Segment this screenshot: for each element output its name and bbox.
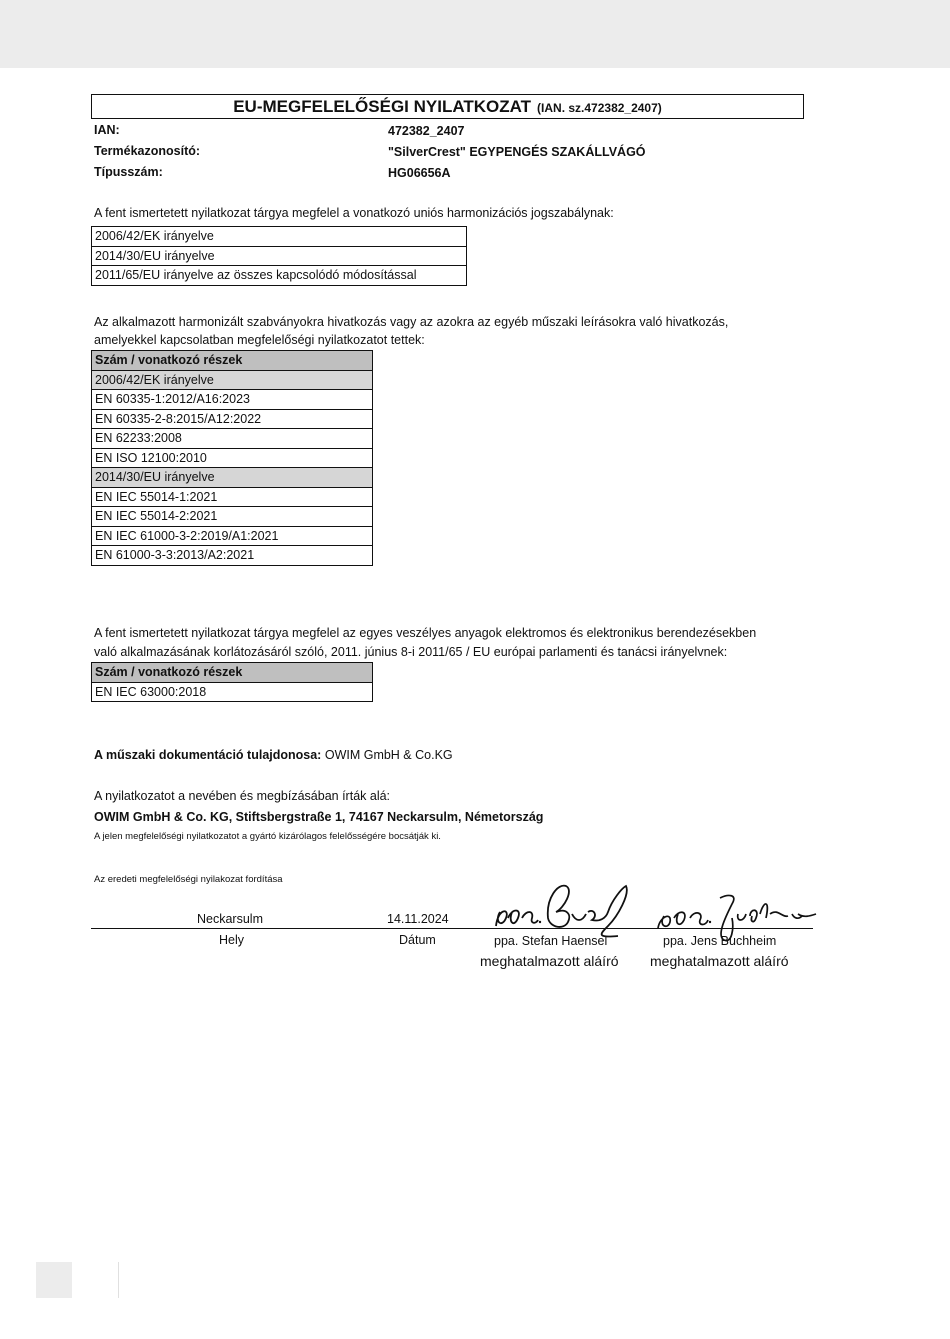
signed-intro: A nyilatkozatot a nevében és megbízásában írták alá:: [94, 789, 391, 803]
signer2-role: meghatalmazott aláíró: [650, 953, 789, 969]
date-value: 14.11.2024: [387, 912, 449, 926]
table-row: [92, 487, 373, 507]
section3-intro-line1: A fent ismertetett nyilatkozat tárgya megfelel az egyes veszélyes anyagok elektromos és elektronikus berendezésekben: [94, 626, 757, 640]
table-row: [92, 429, 373, 449]
declaration-ian-ref: (IAN. sz.472382_2407): [537, 101, 662, 115]
footer-divider: [118, 1262, 119, 1298]
table-row: [92, 468, 373, 488]
translation-note: Az eredeti megfelelőségi nyilakozat fordítása: [94, 874, 283, 885]
signer1-name: ppa. Stefan Haensel: [494, 934, 608, 948]
directive-cell: 2006/42/EK irányelve: [92, 227, 467, 247]
signer1-role: meghatalmazott aláíró: [480, 953, 619, 969]
ian-label: IAN:: [94, 123, 120, 137]
table-row: [92, 246, 467, 266]
date-label: Dátum: [399, 933, 436, 947]
table-row: [92, 370, 373, 390]
type-number-label: Típusszám:: [94, 165, 163, 179]
product-id-value: "SilverCrest" EGYPENGÉS SZAKÁLLVÁGÓ: [388, 145, 646, 159]
directive-cell: 2014/30/EU irányelve: [92, 246, 467, 266]
declaration-title-box: [91, 94, 804, 119]
table-row: [92, 526, 373, 546]
standard-group-cell: 2014/30/EU irányelve: [92, 468, 373, 488]
signer2-name: ppa. Jens Buchheim: [663, 934, 777, 948]
declaration-title: EU-MEGFELELŐSÉGI NYILATKOZAT: [233, 97, 532, 116]
signature-line: [91, 928, 813, 929]
company-address: OWIM GmbH & Co. KG, Stiftsbergstraße 1, 74167 Neckarsulm, Németország: [94, 810, 544, 824]
standard-group-cell: 2006/42/EK irányelve: [92, 370, 373, 390]
top-band: [0, 0, 950, 68]
standard-cell: EN IEC 63000:2018: [92, 682, 373, 702]
standard-cell: EN IEC 55014-2:2021: [92, 507, 373, 527]
responsibility-note: A jelen megfelelőségi nyilatkozatot a gyártó kizárólagos felelősségére bocsátják ki.: [94, 831, 441, 842]
ian-value: 472382_2407: [388, 124, 465, 138]
table-header-row: [92, 351, 373, 371]
rohs-table: [91, 662, 373, 702]
standard-cell: EN IEC 55014-1:2021: [92, 487, 373, 507]
documentation-owner: [94, 748, 453, 762]
rohs-header-cell: Szám / vonatkozó részek: [92, 663, 373, 683]
page-number-box: [36, 1262, 72, 1298]
table-header-row: [92, 663, 373, 683]
documentation-owner-value: OWIM GmbH & Co.KG: [324, 748, 453, 762]
standard-cell: EN 61000-3-3:2013/A2:2021: [92, 546, 373, 566]
table-row: [92, 227, 467, 247]
section2-intro-line2: amelyekkel kapcsolatban megfelelőségi nyilatkozatot tettek:: [94, 333, 425, 347]
standard-cell: EN ISO 12100:2010: [92, 448, 373, 468]
standard-cell: EN 62233:2008: [92, 429, 373, 449]
table-row: [92, 409, 373, 429]
type-number-value: HG06656A: [388, 166, 451, 180]
product-id-label: Termékazonosító:: [94, 144, 201, 158]
standard-cell: EN IEC 61000-3-2:2019/A1:2021: [92, 526, 373, 546]
standards-table: [91, 350, 373, 566]
table-row: [92, 390, 373, 410]
section2-intro-line1: Az alkalmazott harmonizált szabványokra hivatkozás vagy az azokra az egyéb műszaki leírásokra való hivatkozás,: [94, 315, 729, 329]
directives-table: [91, 226, 467, 286]
standard-cell: EN 60335-2-8:2015/A12:2022: [92, 409, 373, 429]
table-row: [92, 448, 373, 468]
standards-header-cell: Szám / vonatkozó részek: [92, 351, 373, 371]
table-row: [92, 266, 467, 286]
section3-intro-line2: való alkalmazásának korlátozásáról szóló, 2011. június 8-i 2011/65 / EU európai parlamenti és tanácsi irányelvnek:: [94, 645, 728, 659]
place-value: Neckarsulm: [197, 912, 263, 926]
table-row: [92, 546, 373, 566]
table-row: [92, 682, 373, 702]
standard-cell: EN 60335-1:2012/A16:2023: [92, 390, 373, 410]
table-row: [92, 507, 373, 527]
place-label: Hely: [219, 933, 245, 947]
section1-intro: A fent ismertetett nyilatkozat tárgya megfelel a vonatkozó uniós harmonizációs jogszabálynak:: [94, 206, 614, 220]
documentation-owner-label: A műszaki dokumentáció tulajdonosa:: [94, 748, 322, 762]
directive-cell: 2011/65/EU irányelve az összes kapcsolódó módosítással: [92, 266, 467, 286]
